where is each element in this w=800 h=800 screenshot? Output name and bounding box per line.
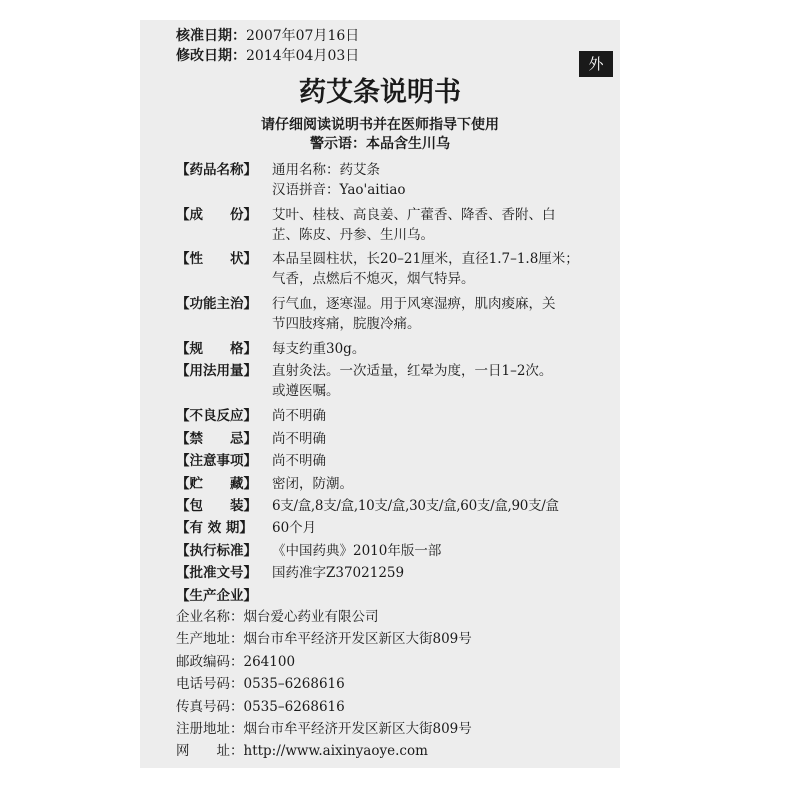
- storage-value: 密闭，防潮。: [272, 476, 353, 492]
- company-website-label: 网 址：: [176, 743, 244, 759]
- specification-label: 【规 格】: [176, 341, 257, 357]
- warning-text: 警示语：本品含生川乌: [310, 136, 450, 152]
- company-registered-address: 烟台市牟平经济开发区新区大街809号: [243, 721, 472, 737]
- approval-date-label: 核准日期：: [176, 28, 246, 44]
- revision-date-label: 修改日期：: [176, 48, 246, 64]
- adverse-reactions-label: 【不良反应】: [176, 408, 257, 424]
- company-postcode: 264100: [243, 654, 296, 670]
- company-website[interactable]: http://www.aixinyaoye.com: [243, 743, 428, 759]
- dosage-line-1: 直射灸法。一次适量，红晕为度，一日1–2次。: [272, 363, 553, 379]
- company-name: 烟台爱心药业有限公司: [243, 609, 379, 625]
- ingredients-line-1: 艾叶、桂枝、高良姜、广藿香、降香、香附、白: [272, 207, 556, 223]
- validity-label: 【有 效 期】: [176, 520, 253, 536]
- revision-date: 2014年04月03日: [246, 48, 360, 64]
- external-use-badge: 外: [579, 51, 613, 77]
- generic-name: 通用名称：药艾条: [272, 162, 380, 178]
- approval-date-line: [176, 26, 359, 46]
- company-phone: 0535–6268616: [243, 676, 345, 692]
- indications-label: 【功能主治】: [176, 296, 257, 312]
- company-postcode-label: 邮政编码：: [176, 654, 244, 670]
- company-registered-address-label: 注册地址：: [176, 721, 244, 737]
- drug-name-label: 【药品名称】: [176, 162, 257, 178]
- properties-line-2: 气香，点燃后不熄灭，烟气特异。: [272, 271, 475, 287]
- indications-line-2: 节四肢疼痛，脘腹冷痛。: [272, 316, 421, 332]
- subtitle: 请仔细阅读说明书并在医师指导下使用: [261, 117, 499, 133]
- contraindications-value: 尚不明确: [272, 431, 326, 447]
- revision-date-line: [176, 46, 359, 66]
- ingredients-value: [272, 205, 616, 245]
- drug-name-value: [272, 160, 616, 200]
- company-phone-label: 电话号码：: [176, 676, 244, 692]
- properties-value: [272, 249, 616, 289]
- pinyin-name: 汉语拼音：Yao'aitiao: [272, 182, 406, 198]
- company-address-label: 生产地址：: [176, 631, 244, 647]
- packaging-label: 【包 装】: [176, 498, 257, 514]
- properties-line-1: 本品呈圆柱状，长20–21厘米，直径1.7–1.8厘米；: [272, 251, 579, 267]
- standard-label: 【执行标准】: [176, 543, 257, 559]
- packaging-value: 6支/盒,8支/盒,10支/盒,30支/盒,60支/盒,90支/盒: [272, 498, 559, 514]
- document-title: 药艾条说明书: [299, 77, 461, 108]
- properties-label: 【性 状】: [176, 251, 257, 267]
- approval-number-label: 【批准文号】: [176, 565, 257, 581]
- dates-block: [176, 26, 359, 66]
- manufacturer-label: 【生产企业】: [176, 588, 257, 604]
- dosage-label: 【用法用量】: [176, 363, 257, 379]
- company-name-label: 企业名称：: [176, 609, 244, 625]
- storage-label: 【贮 藏】: [176, 476, 257, 492]
- ingredients-label: 【成 份】: [176, 207, 257, 223]
- precautions-value: 尚不明确: [272, 453, 326, 469]
- dosage-line-2: 或遵医嘱。: [272, 383, 340, 399]
- adverse-reactions-value: 尚不明确: [272, 408, 326, 424]
- dosage-value: [272, 361, 616, 401]
- validity-value: 60个月: [272, 520, 317, 536]
- indications-value: [272, 294, 616, 334]
- precautions-label: 【注意事项】: [176, 453, 257, 469]
- company-fax: 0535–6268616: [243, 699, 345, 715]
- ingredients-line-2: 芷、陈皮、丹参、生川乌。: [272, 227, 434, 243]
- approval-date: 2007年07月16日: [246, 28, 360, 44]
- specification-value: 每支约重30g。: [272, 341, 366, 357]
- contraindications-label: 【禁 忌】: [176, 431, 257, 447]
- approval-number-value: 国药准字Z37021259: [272, 565, 405, 581]
- company-fax-label: 传真号码：: [176, 699, 244, 715]
- indications-line-1: 行气血，逐寒湿。用于风寒湿痹，肌肉痠麻，关: [272, 296, 556, 312]
- standard-value: 《中国药典》2010年版一部: [272, 543, 442, 559]
- company-address: 烟台市牟平经济开发区新区大街809号: [243, 631, 472, 647]
